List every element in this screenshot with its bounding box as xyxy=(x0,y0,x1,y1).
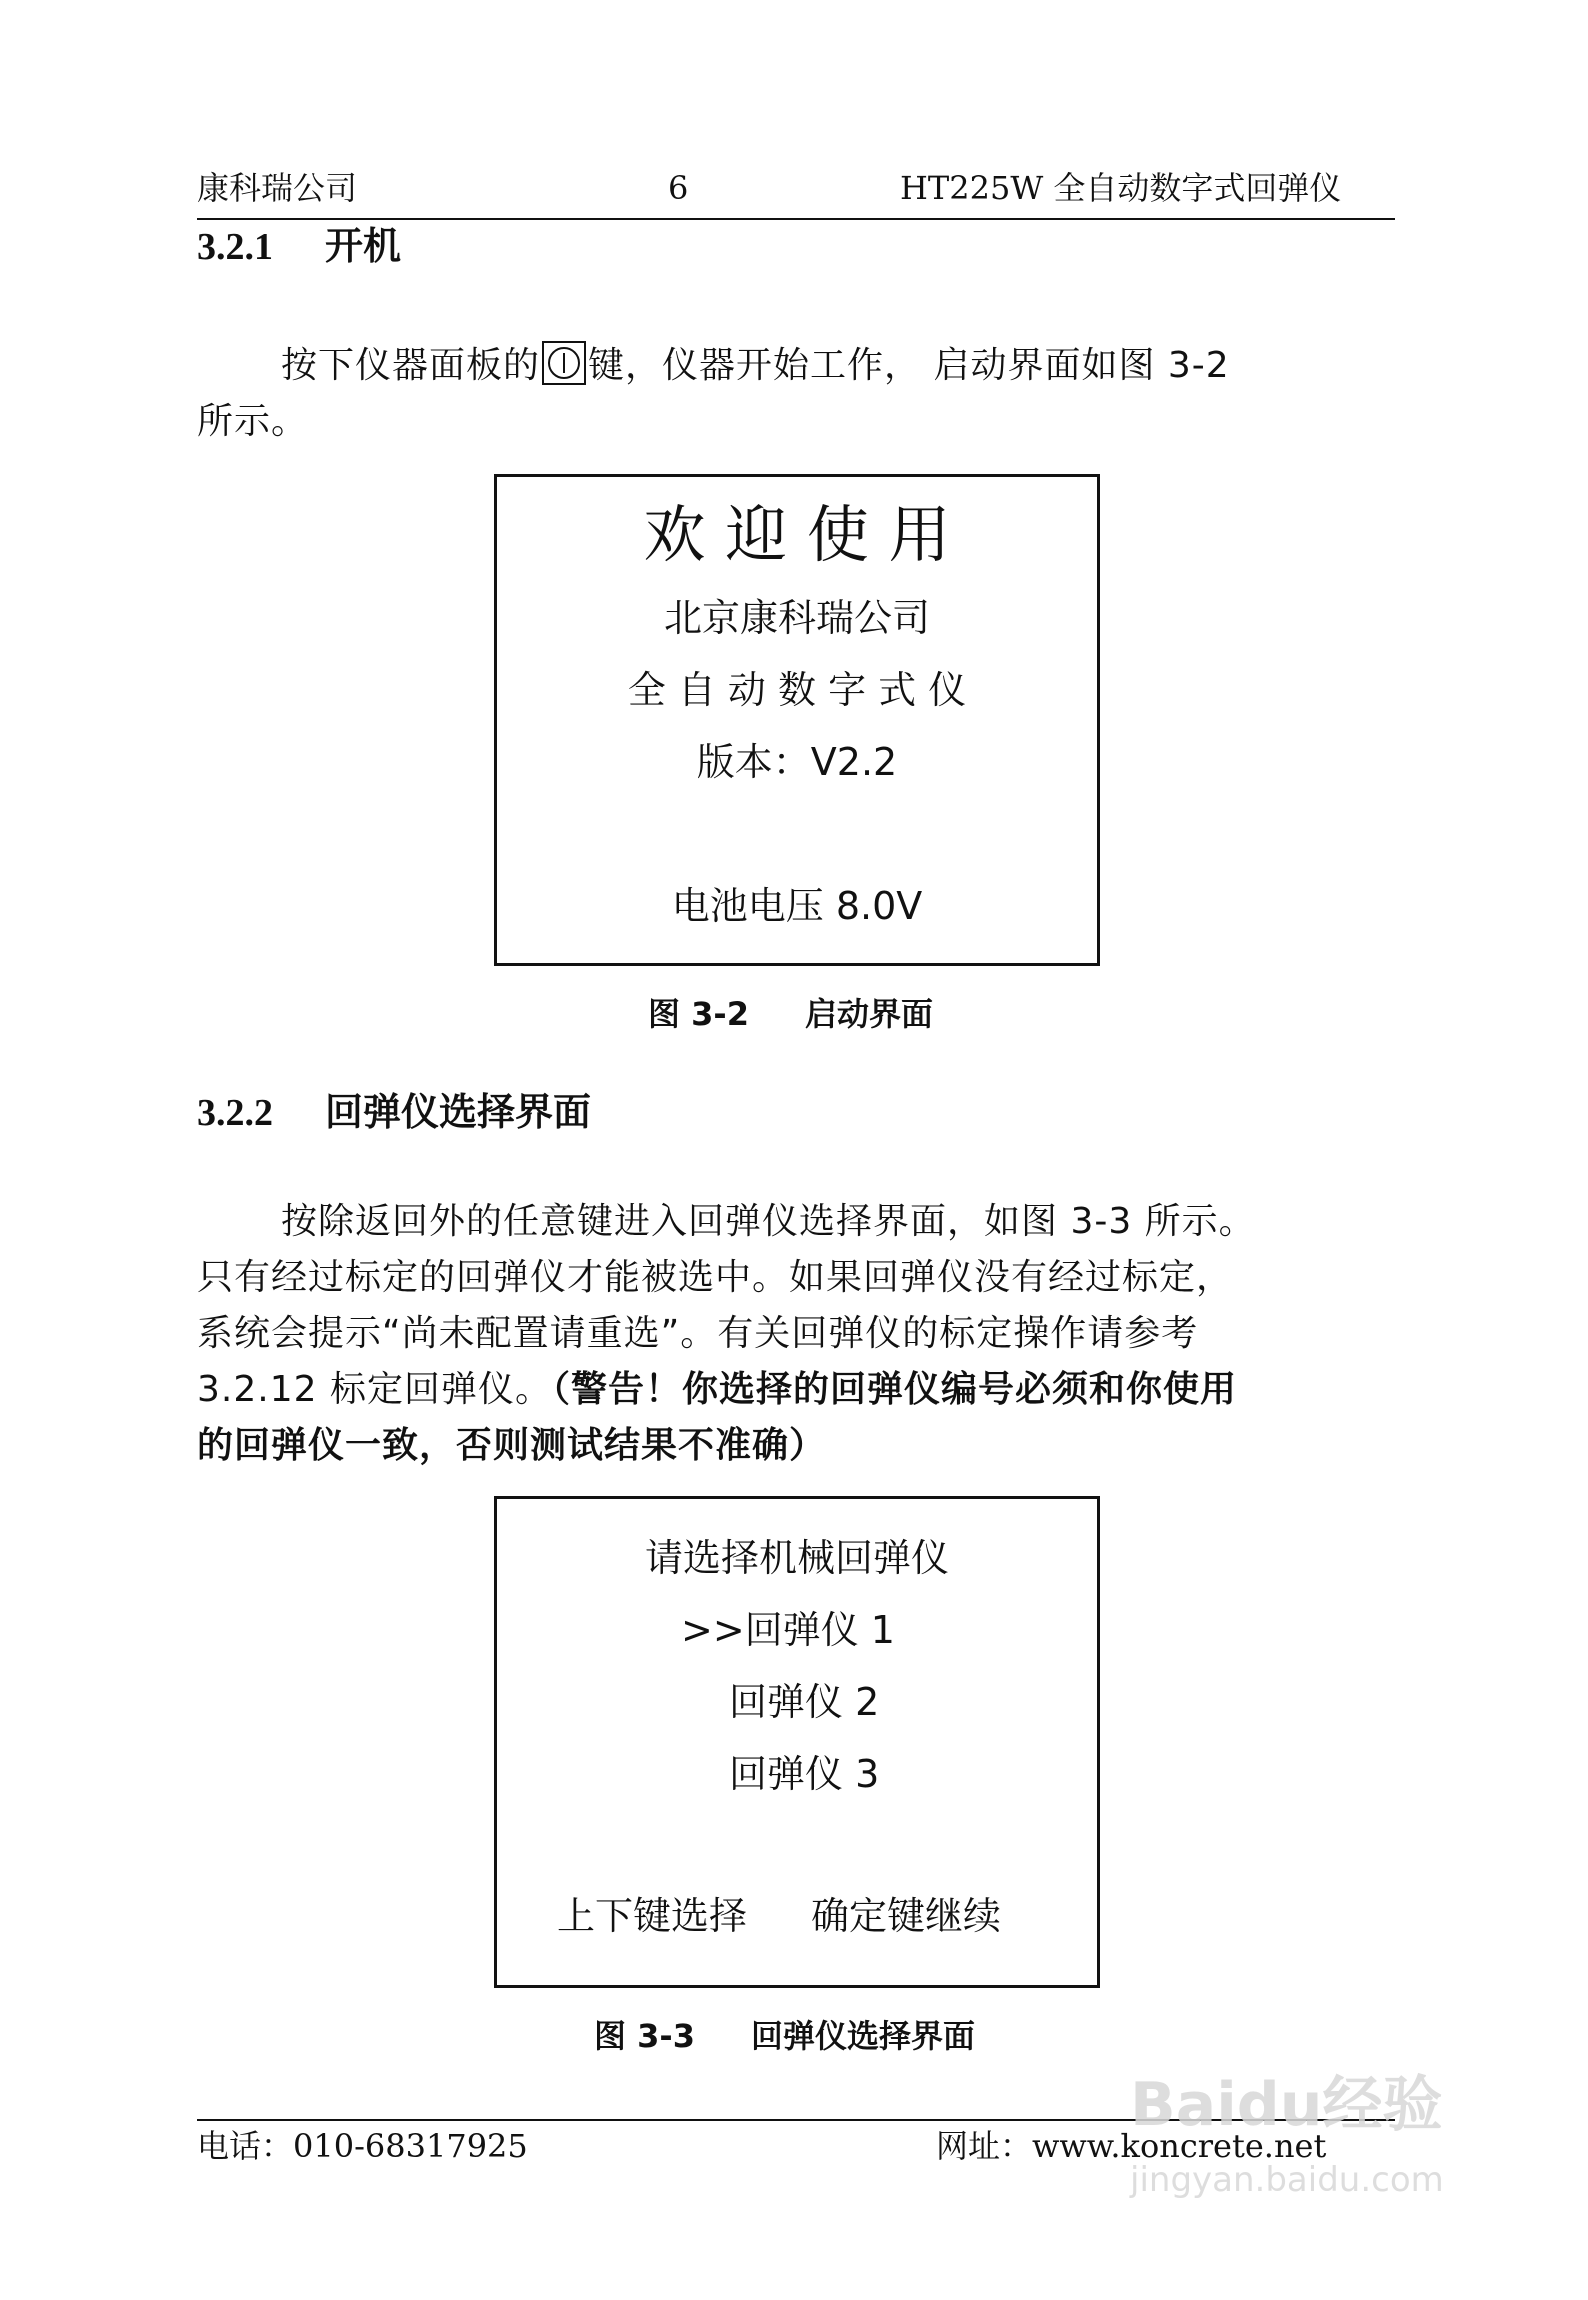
item-label: 回弹仪 1 xyxy=(744,1608,895,1652)
watermark-url: jingyan.baidu.com xyxy=(1130,2160,1444,2200)
footer-phone: 电话：010-68317925 xyxy=(197,2127,528,2165)
cursor-indicator: >> xyxy=(681,1608,745,1652)
section-321-heading xyxy=(197,222,401,271)
select-title: 请选择机械回弹仪 xyxy=(644,1536,949,1580)
select-item-3[interactable]: 回弹仪 3 xyxy=(729,1752,880,1796)
startup-battery: 电池电压 8.0V xyxy=(671,884,923,928)
para-line: 只有经过标定的回弹仪才能被选中。如果回弹仪没有经过标定， xyxy=(197,1257,1234,1298)
para-after-key: 键，仪器开始工作， 启动界面如图 3-2 xyxy=(588,345,1230,386)
header-company: 康科瑞公司 xyxy=(197,169,358,207)
para-before-key: 按下仪器面板的 xyxy=(281,345,541,386)
header-page-number: 6 xyxy=(668,169,689,207)
select-item-2[interactable]: 回弹仪 2 xyxy=(729,1680,880,1724)
startup-version: 版本：V2.2 xyxy=(696,740,898,784)
startup-screen xyxy=(494,474,1100,966)
section-number: 3.2.2 xyxy=(197,1092,273,1134)
section-number: 3.2.1 xyxy=(197,226,273,268)
caption-label: 图 3-2 xyxy=(648,995,749,1033)
para-line4-normal: 3.2.12 标定回弹仪。 xyxy=(197,1369,552,1410)
section-title: 开机 xyxy=(325,224,402,268)
header-divider xyxy=(197,218,1395,220)
section-title: 回弹仪选择界面 xyxy=(325,1090,592,1134)
caption-title: 回弹仪选择界面 xyxy=(750,2017,975,2055)
warning-text-cont: 的回弹仪一致，否则测试结果不准确） xyxy=(197,1425,827,1466)
power-key-icon xyxy=(542,341,586,385)
caption-label: 图 3-3 xyxy=(594,2017,695,2055)
section-321-paragraph xyxy=(197,338,1397,450)
footer-website[interactable]: 网址：www.koncrete.net xyxy=(936,2127,1327,2165)
hint-left: 上下键选择 xyxy=(557,1894,748,1938)
section-322-paragraph xyxy=(197,1194,1397,1474)
para-line2: 所示。 xyxy=(197,401,309,442)
startup-company: 北京康科瑞公司 xyxy=(663,596,930,640)
startup-device: 全 自 动 数 字 式 仪 xyxy=(627,668,967,712)
para-line: 按除返回外的任意键进入回弹仪选择界面，如图 3-3 所示。 xyxy=(281,1201,1256,1242)
select-screen xyxy=(494,1496,1100,1988)
caption-3-3 xyxy=(594,2016,975,2056)
caption-title: 启动界面 xyxy=(804,995,933,1033)
watermark-brand: Baidu经验 xyxy=(1130,2070,1443,2140)
header-product: HT225W 全自动数字式回弹仪 xyxy=(900,169,1342,207)
welcome-text: 欢 迎 使 用 xyxy=(643,498,951,571)
para-line: 系统会提示“尚未配置请重选”。有关回弹仪的标定操作请参考 xyxy=(197,1313,1199,1354)
select-item-1[interactable] xyxy=(681,1605,895,1655)
hint-right: 确定键继续 xyxy=(811,1894,1002,1938)
warning-text: （警告！你选择的回弹仪编号必须和你使用 xyxy=(551,1369,1237,1410)
caption-3-2 xyxy=(648,994,933,1034)
section-322-heading xyxy=(197,1088,591,1137)
para-line-4 xyxy=(197,1362,1397,1418)
